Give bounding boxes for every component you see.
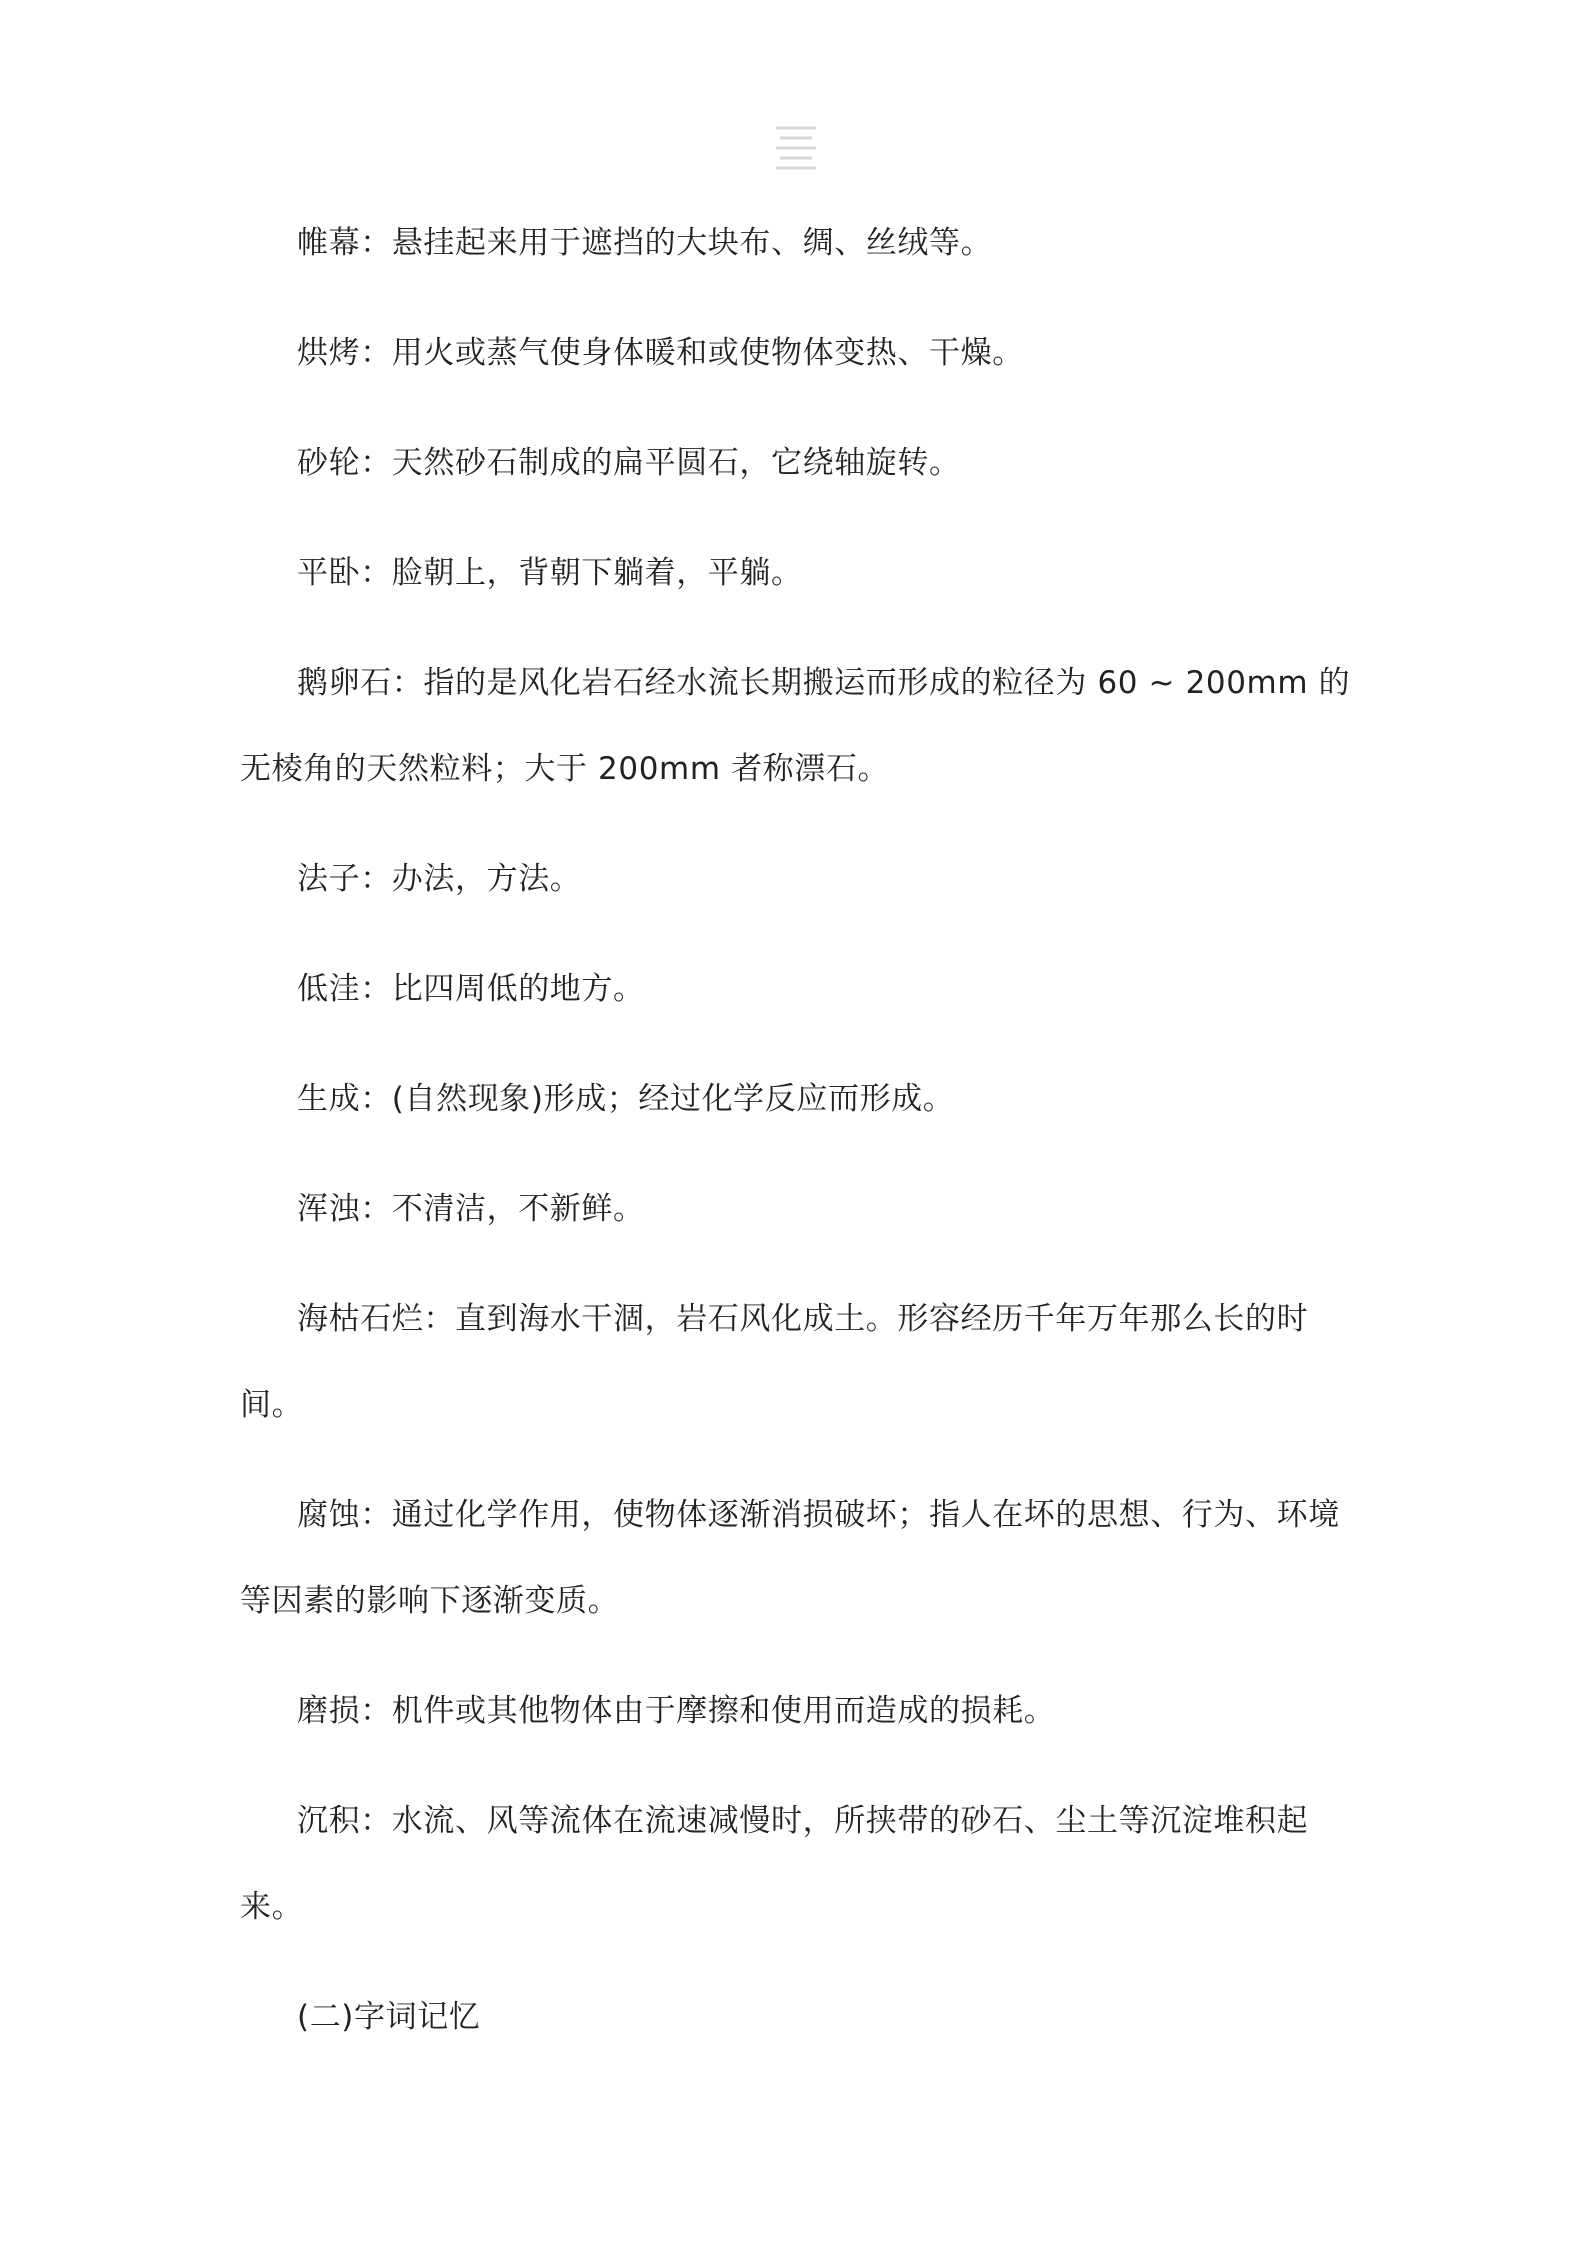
paragraph-3: 砂轮：天然砂石制成的扁平圆石，它绕轴旋转。 — [297, 445, 961, 481]
paragraph-12: 磨损：机件或其他物体由于摩擦和使用而造成的损耗。 — [297, 1693, 1056, 1729]
paragraph-6: 法子：办法，方法。 — [297, 861, 582, 897]
paragraph-1: 帷幕：悬挂起来用于遮挡的大块布、绸、丝绒等。 — [297, 225, 993, 261]
section-heading: (二)字词记忆 — [297, 1999, 481, 2035]
paragraph-8: 生成：(自然现象)形成；经过化学反应而形成。 — [297, 1081, 955, 1117]
paragraph-9: 浑浊：不清洁，不新鲜。 — [297, 1191, 645, 1227]
paragraph-7: 低洼：比四周低的地方。 — [297, 971, 645, 1007]
paragraph-11: 腐蚀：通过化学作用，使物体逐渐消损破坏；指人在坏的思想、行为、环境等因素的影响下逐渐变质。 — [240, 1497, 1340, 1619]
paragraph-2: 烘烤：用火或蒸气使身体暖和或使物体变热、干燥。 — [297, 335, 1024, 371]
paragraph-5: 鹅卵石：指的是风化岩石经水流长期搬运而形成的粒径为 60 ~ 200mm 的无棱角的天然粒料；大于 200mm 者称漂石。 — [240, 665, 1351, 787]
document-body — [240, 200, 1356, 2084]
paragraph-4: 平卧：脸朝上，背朝下躺着，平躺。 — [297, 555, 803, 591]
paragraph-13: 沉积：水流、风等流体在流速减慢时，所挟带的砂石、尘土等沉淀堆积起来。 — [240, 1803, 1309, 1925]
faint-watermark-icon — [768, 118, 824, 182]
paragraph-10: 海枯石烂：直到海水干涸，岩石风化成土。形容经历千年万年那么长的时间。 — [240, 1301, 1309, 1423]
